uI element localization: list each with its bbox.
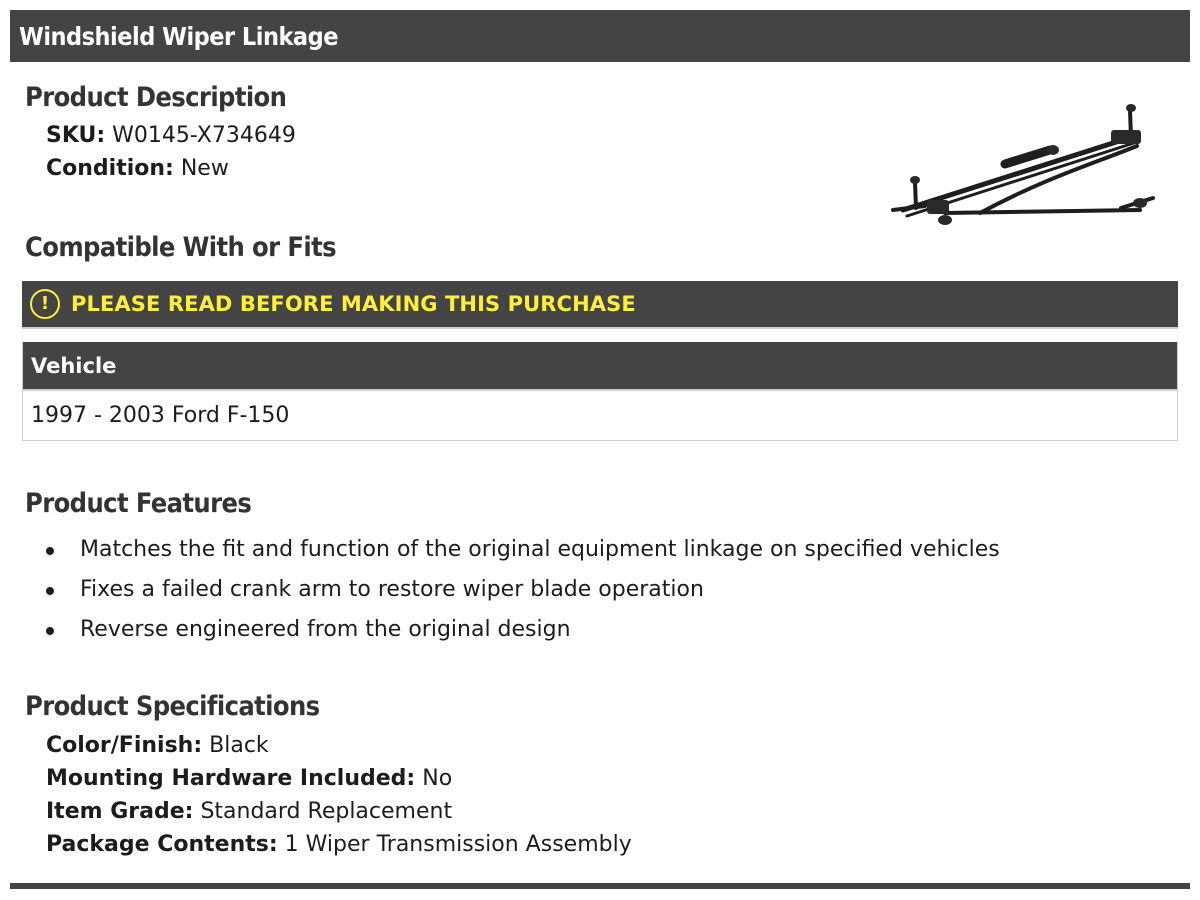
purchase-notice	[22, 281, 1178, 329]
vehicle-table	[22, 342, 1178, 441]
compatible-heading: Compatible With or Fits	[25, 232, 336, 263]
sku-label: SKU:	[46, 123, 106, 148]
condition-value: New	[180, 156, 229, 181]
feature-item: Reverse engineered from the original design	[46, 610, 1000, 650]
condition-label: Condition:	[46, 156, 174, 181]
product-description-heading: Product Description	[25, 82, 287, 113]
condition-line	[46, 154, 229, 184]
features-list	[46, 530, 1000, 650]
spec-line	[46, 830, 632, 860]
title-bar	[10, 10, 1190, 62]
spec-value: Black	[209, 733, 269, 758]
spec-value: 1 Wiper Transmission Assembly	[284, 832, 632, 857]
spec-label: Item Grade:	[46, 799, 194, 824]
spec-value: No	[422, 766, 453, 791]
spec-line	[46, 797, 452, 827]
spec-label: Mounting Hardware Included:	[46, 766, 416, 791]
product-image	[885, 98, 1165, 238]
product-specifications-heading: Product Specifications	[25, 691, 320, 722]
footer-rule	[10, 883, 1190, 889]
spec-line	[46, 731, 269, 761]
page-title: Windshield Wiper Linkage	[19, 21, 338, 51]
notice-text: PLEASE READ BEFORE MAKING THIS PURCHASE	[71, 292, 636, 316]
spec-label: Package Contents:	[46, 832, 278, 857]
vehicle-row: 1997 - 2003 Ford F-150	[31, 403, 290, 428]
feature-item: Fixes a failed crank arm to restore wiper blade operation	[46, 570, 1000, 610]
feature-item: Matches the fit and function of the original equipment linkage on specified vehicles	[46, 530, 1000, 570]
spec-label: Color/Finish:	[46, 733, 203, 758]
product-features-heading: Product Features	[25, 488, 252, 519]
vehicle-column-header: Vehicle	[23, 342, 1177, 391]
spec-value: Standard Replacement	[200, 799, 453, 824]
sku-value: W0145-X734649	[112, 123, 296, 148]
exclamation-circle-icon: !	[30, 289, 60, 319]
spec-line	[46, 764, 452, 794]
sku-line	[46, 121, 296, 151]
